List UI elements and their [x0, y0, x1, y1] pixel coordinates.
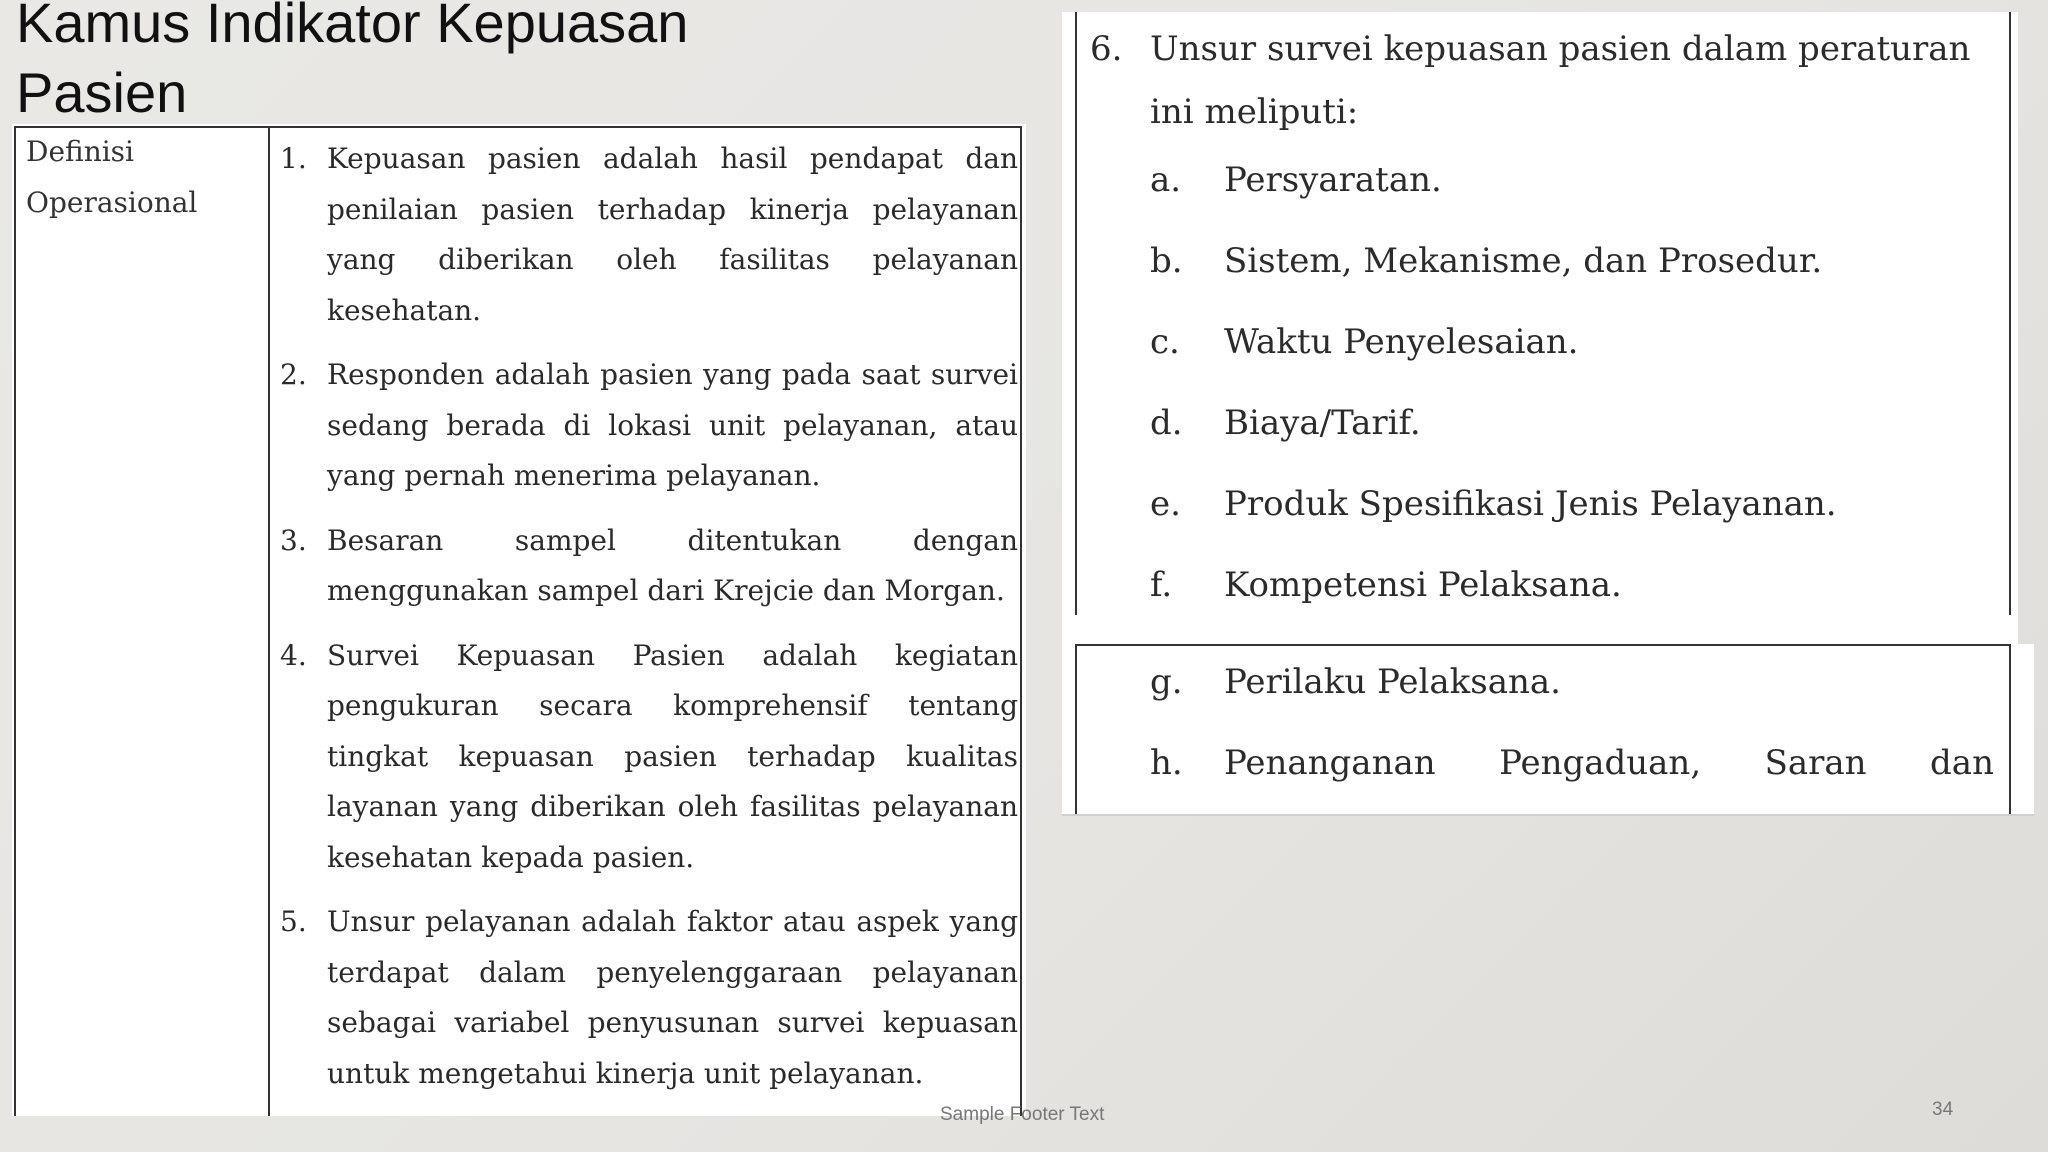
- list-item: [1150, 565, 1990, 646]
- item-text: Kompetensi Pelaksana.: [1224, 565, 1622, 605]
- item-text: Persyaratan.: [1224, 160, 1442, 200]
- item-number: 6.: [1090, 29, 1123, 69]
- survey-elements-image-bottom: [1062, 644, 2034, 816]
- slide-title: Kamus Indikator Kepuasan Pasien: [16, 0, 689, 124]
- item-letter: g.: [1150, 662, 1183, 702]
- definition-item-1: [280, 134, 1018, 336]
- definition-list: [280, 134, 1018, 1113]
- top-border: [1075, 644, 2011, 646]
- list-item: [1150, 484, 1990, 565]
- item-letter: b.: [1150, 241, 1183, 281]
- item-text: Perilaku Pelaksana.: [1224, 662, 1561, 702]
- item-text: Responden adalah pasien yang pada saat survei sedang berada di lokasi unit pelayanan, atau yang pernah menerima pelayanan.: [327, 358, 1018, 492]
- item-letter: e.: [1150, 484, 1181, 524]
- item-text: Sistem, Mekanisme, dan Prosedur.: [1224, 241, 1823, 281]
- definition-label: Definisi Operasional: [26, 135, 198, 219]
- definition-item-2: [280, 350, 1018, 502]
- page-number: 34: [1932, 1099, 1954, 1120]
- item-number: 3.: [280, 523, 307, 557]
- item-letter: h.: [1150, 743, 1183, 783]
- item-letter: d.: [1150, 403, 1183, 443]
- item-number: 5.: [280, 905, 307, 938]
- right-border: [2009, 12, 2011, 615]
- survey-elements-heading: [1090, 18, 2000, 144]
- item-text: Survei Kepuasan Pasien adalah kegiatan pengukuran secara komprehensif tentang tingkat kepuasan pasien terhadap kualitas layanan yang diberikan oleh fasilitas pelayanan kesehatan kepada pasien.: [327, 638, 1018, 874]
- item-letter: c.: [1150, 322, 1180, 362]
- item-number: 2.: [280, 358, 307, 391]
- footer-text: Sample Footer Text: [940, 1104, 1105, 1125]
- list-item: [1150, 403, 1990, 484]
- survey-elements-list-continued: [1150, 662, 1994, 824]
- right-border: [2009, 644, 2011, 816]
- definition-item-3: [280, 516, 1018, 617]
- item-text: Waktu Penyelesaian.: [1224, 322, 1579, 362]
- survey-elements-list: [1150, 160, 1990, 646]
- list-item: [1150, 322, 1990, 403]
- item-text: Kepuasan pasien adalah hasil pendapat dan penilaian pasien terhadap kinerja pelayanan yang diberikan oleh fasilitas pelayanan kesehatan.: [327, 142, 1018, 327]
- item-text: Besaran sampel ditentukan dengan menggunakan sampel dari Krejcie dan Morgan.: [327, 523, 1018, 607]
- list-item: [1150, 662, 1994, 743]
- item-number: 4.: [280, 638, 307, 672]
- column-divider: [268, 126, 270, 1116]
- item-number: 1.: [280, 142, 307, 175]
- item-letter: a.: [1150, 160, 1182, 200]
- item-letter: f.: [1150, 565, 1173, 605]
- item-text: Produk Spesifikasi Jenis Pelayanan.: [1224, 484, 1837, 524]
- item-text: Biaya/Tarif.: [1224, 403, 1421, 443]
- item-text: Unsur pelayanan adalah faktor atau aspek yang terdapat dalam penyelenggaraan pelayanan sebagai variabel penyusunan survei kepuasan untuk mengetahui kinerja unit pelayanan.: [327, 905, 1018, 1090]
- item-text: Penanganan Pengaduan, Saran dan: [1224, 743, 1994, 783]
- list-item: [1150, 743, 1994, 824]
- left-border: [1075, 644, 1077, 816]
- definition-item-5: [280, 897, 1018, 1099]
- left-border: [1075, 12, 1077, 615]
- item-text: Unsur survei kepuasan pasien dalam peraturan ini meliputi:: [1150, 29, 1971, 132]
- definition-table-image: [12, 124, 1026, 1116]
- list-item: [1150, 160, 1990, 241]
- list-item: [1150, 241, 1990, 322]
- definition-item-4: [280, 631, 1018, 884]
- survey-elements-image-top: [1062, 12, 2018, 644]
